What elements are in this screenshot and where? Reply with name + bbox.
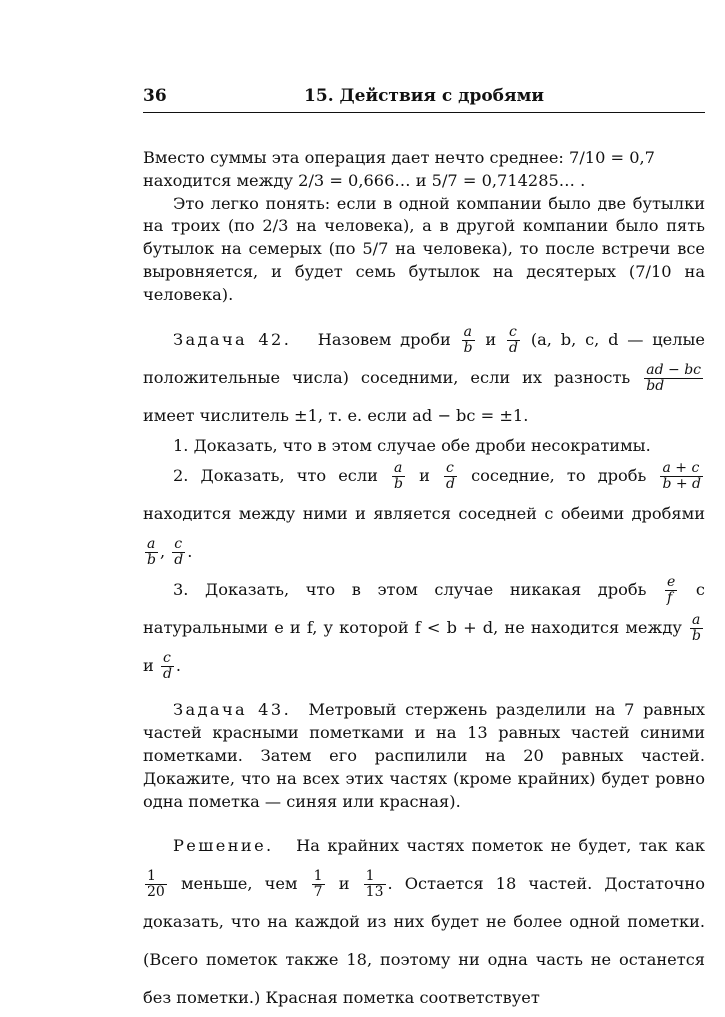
fraction-mediant: $\frac{a + c}{b + d}$ bbox=[662, 460, 702, 493]
fraction-e-f: $\frac{e}{f}$ bbox=[667, 574, 676, 607]
task-42-item-3: 3. Доказать, что в этом случае никакая дробь $\frac{e}{f}$ с натуральными e и f, у которой f < b + d, не находится между $\frac{a}{b}$ и $\frac{c}{d}$ . bbox=[143, 574, 705, 683]
page-body bbox=[143, 147, 705, 1017]
task-42-label: Задача 42. bbox=[173, 329, 292, 349]
fraction-c-d: $\frac{c}{d}$ bbox=[509, 323, 518, 356]
fraction-1-13: $\frac{1}{13}$ bbox=[365, 868, 384, 901]
task-42-item-2: 2. Доказать, что если $\frac{a}{b}$ и $\frac{c}{d}$ соседние, то дробь $\frac{a + c}{b + d}$ находится между ними и является соседней с обеими дробями $\frac{a}{b}$ , $\frac{c}{d}$ . bbox=[143, 460, 705, 569]
chapter-title: 15. Действия с дробями bbox=[304, 86, 544, 106]
paragraph-intro bbox=[143, 147, 705, 193]
solution: Решение. На крайних частях пометок не будет, так как $\frac{1}{20}$ меньше, чем $\frac{1}{7}$ и $\frac{1}{13}$ . Остается 18 частей. Достаточно доказать, что на каждой из них будет не более одной пометки. (Всего пометок также 18, поэтому ни одна часть не останется без пометки.) Красная пометка соответствует bbox=[143, 836, 706, 1008]
fraction-a-b: $\frac{a}{b}$ bbox=[147, 536, 156, 569]
fraction-a-b: $\frac{a}{b}$ bbox=[463, 323, 473, 356]
fraction-1-7: $\frac{1}{7}$ bbox=[313, 868, 323, 901]
fraction-a-b: $\frac{a}{b}$ bbox=[692, 612, 701, 645]
intro-line-2: находится между 2/3 = 0,666… и 5/7 = 0,714285… . bbox=[143, 170, 586, 190]
fraction-1-20: $\frac{1}{20}$ bbox=[147, 868, 165, 901]
page-number: 36 bbox=[143, 86, 167, 106]
fraction-c-d: $\frac{c}{d}$ bbox=[162, 650, 172, 683]
solution-label: Решение. bbox=[173, 836, 274, 856]
task-43: Задача 43. Метровый стержень разделили на 7 равных частей красными пометками и на 13 равных частей синими пометками. Затем его распилили на 20 равных частей. Докажите, что на всех этих частях (кроме крайних) будет ровно одна пометка — синяя или красная). bbox=[143, 700, 705, 811]
fraction-c-d: $\frac{c}{d}$ bbox=[174, 536, 184, 569]
paragraph-explanation: Это легко понять: если в одной компании было две бутылки на троих (по 2/3 на человека), а в другой компании было пять бутылок на семерых (по 5/7 на человека), то после встречи все выровняется, и будет семь бутылок на десятерых (7/10 на человека). bbox=[143, 193, 705, 304]
task-42: Задача 42. Назовем дроби $\frac{a}{b}$ и $\frac{c}{d}$ (a, b, c, d — целые положительные числа) соседними, если их разность $\frac{ad - bc}{bd}$ имеет числитель ±1, т. е. если ad − bc = ±1. bbox=[143, 323, 706, 425]
fraction-difference: $\frac{ad - bc}{bd}$ bbox=[646, 361, 701, 394]
task-42-item-1: 1. Доказать, что в этом случае обе дроби несократимы. bbox=[173, 435, 651, 455]
task-43-label: Задача 43. bbox=[173, 700, 292, 720]
fraction-c-d: $\frac{c}{d}$ bbox=[446, 460, 455, 493]
fraction-a-b: $\frac{a}{b}$ bbox=[394, 460, 403, 493]
intro-line-1: Вместо суммы эта операция дает нечто среднее: 7/10 = 0,7 bbox=[143, 148, 655, 167]
running-header bbox=[143, 84, 705, 113]
